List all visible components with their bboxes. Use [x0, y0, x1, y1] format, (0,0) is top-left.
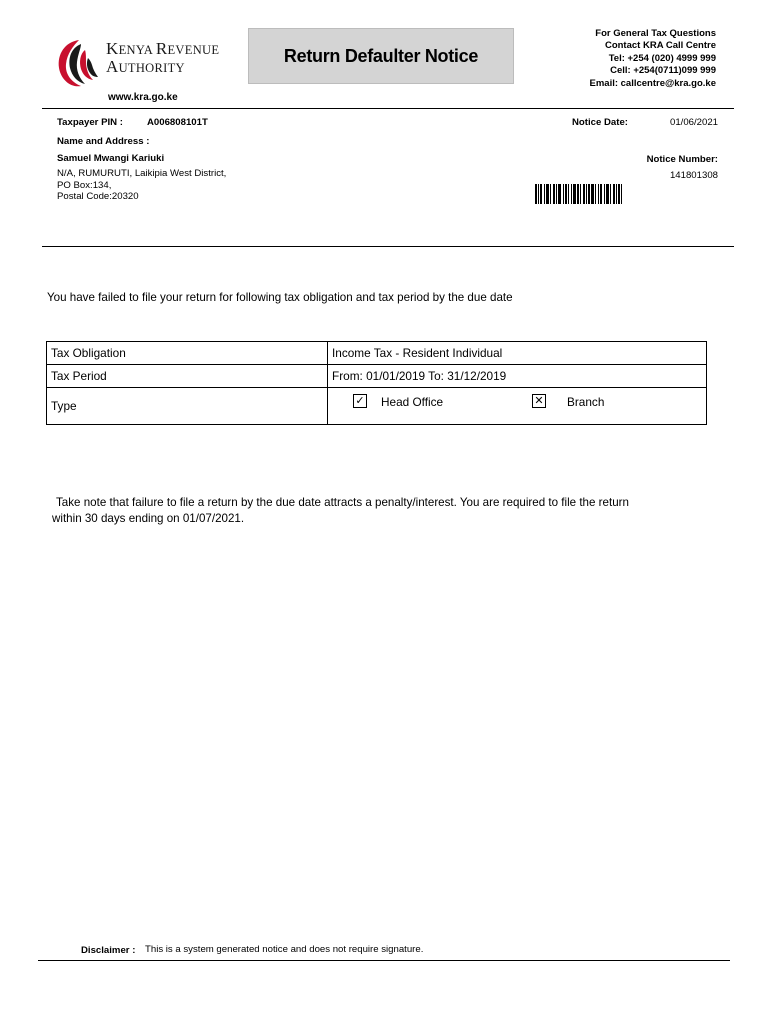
barcode-bar: [544, 184, 545, 204]
notice-date: 01/06/2021: [669, 117, 718, 128]
barcode-bar: [563, 184, 564, 204]
table-cell-label: Tax Obligation: [47, 342, 328, 365]
table-row: [47, 365, 707, 388]
barcode-bar: [568, 184, 569, 204]
barcode-bar: [621, 184, 622, 204]
barcode-bar: [577, 184, 579, 204]
barcode-bar: [606, 184, 609, 204]
branch-checkbox: ✕: [532, 394, 546, 408]
address-line: Postal Code:20320: [57, 191, 139, 202]
table-row: [47, 342, 707, 365]
notice-title: Return Defaulter Notice: [283, 45, 479, 66]
intro-text: You have failed to file your return for following tax obligation and tax period by the due date: [47, 291, 513, 304]
divider: [42, 246, 734, 247]
address-line: PO Box:134,: [57, 179, 112, 191]
barcode-icon: [535, 184, 667, 204]
type-cell: [328, 388, 707, 425]
barcode-bar: [604, 184, 605, 204]
contact-email: Email: callcentre@kra.go.ke: [589, 77, 716, 89]
barcode-bar: [535, 184, 537, 204]
barcode-bar: [580, 184, 581, 204]
branch-label: Branch: [567, 395, 605, 409]
barcode-bar: [610, 184, 611, 204]
contact-cell: Cell: +254(0711)099 999: [610, 65, 716, 77]
barcode-bar: [558, 184, 561, 204]
barcode-bar: [538, 184, 539, 204]
barcode-bar: [588, 184, 590, 204]
barcode-bar: [571, 184, 572, 204]
notice-title-box: [248, 28, 514, 84]
barcode-bar: [618, 184, 620, 204]
penalty-note: [52, 495, 732, 526]
obligation-table: [46, 341, 707, 425]
barcode-bar: [616, 184, 617, 204]
contact-phone: Tel: +254 (020) 4999 999: [608, 52, 716, 64]
notice-number-label: Notice Number:: [646, 154, 718, 165]
barcode-bar: [600, 184, 602, 204]
barcode-bar: [546, 184, 549, 204]
table-cell-value: From: 01/01/2019 To: 31/12/2019: [328, 365, 707, 388]
address-line: N/A, RUMURUTI, Laikipia West District,: [57, 168, 227, 179]
organization-name-line1: KENYA REVENUE: [106, 39, 220, 58]
barcode-bar: [591, 184, 594, 204]
contact-block: [590, 28, 717, 90]
disclaimer-label: Disclaimer :: [81, 945, 136, 956]
barcode-bar: [565, 184, 567, 204]
notice-date-label: Notice Date:: [572, 117, 628, 128]
contact-line: Contact KRA Call Centre: [604, 40, 716, 52]
penalty-note-line: Take note that failure to file a return by the due date attracts a penalty/interest. You are required to file the return: [56, 496, 629, 509]
barcode-bar: [583, 184, 585, 204]
barcode-bar: [598, 184, 599, 204]
barcode-bar: [556, 184, 557, 204]
head-office-label: Head Office: [381, 395, 444, 409]
kra-lion-logo-icon: [55, 36, 103, 90]
barcode-bar: [540, 184, 542, 204]
contact-line: For General Tax Questions: [595, 28, 716, 39]
pin-value: A006808101T: [147, 117, 208, 128]
name-address-label: Name and Address :: [57, 136, 150, 147]
taxpayer-address: [57, 168, 226, 203]
barcode-bar: [550, 184, 551, 204]
table-cell-label: Tax Period: [47, 365, 328, 388]
disclaimer-text: This is a system generated notice and does not require signature.: [145, 944, 424, 955]
website-url: www.kra.go.ke: [108, 92, 178, 103]
barcode-bar: [586, 184, 587, 204]
divider: [42, 108, 734, 109]
notice-number: 141801308: [669, 170, 718, 181]
taxpayer-name: Samuel Mwangi Kariuki: [57, 153, 165, 164]
barcode-bar: [613, 184, 615, 204]
barcode-bar: [595, 184, 596, 204]
pin-label: Taxpayer PIN :: [57, 117, 123, 128]
table-cell-label: Type: [47, 388, 328, 425]
barcode-bar: [553, 184, 555, 204]
table-row: [47, 388, 707, 425]
organization-name-line2: AUTHORITY: [106, 57, 185, 76]
penalty-note-line: within 30 days ending on 01/07/2021.: [52, 511, 245, 525]
head-office-checkbox: ✓: [353, 394, 367, 408]
divider: [38, 960, 730, 961]
barcode-bar: [573, 184, 576, 204]
table-cell-value: Income Tax - Resident Individual: [328, 342, 707, 365]
